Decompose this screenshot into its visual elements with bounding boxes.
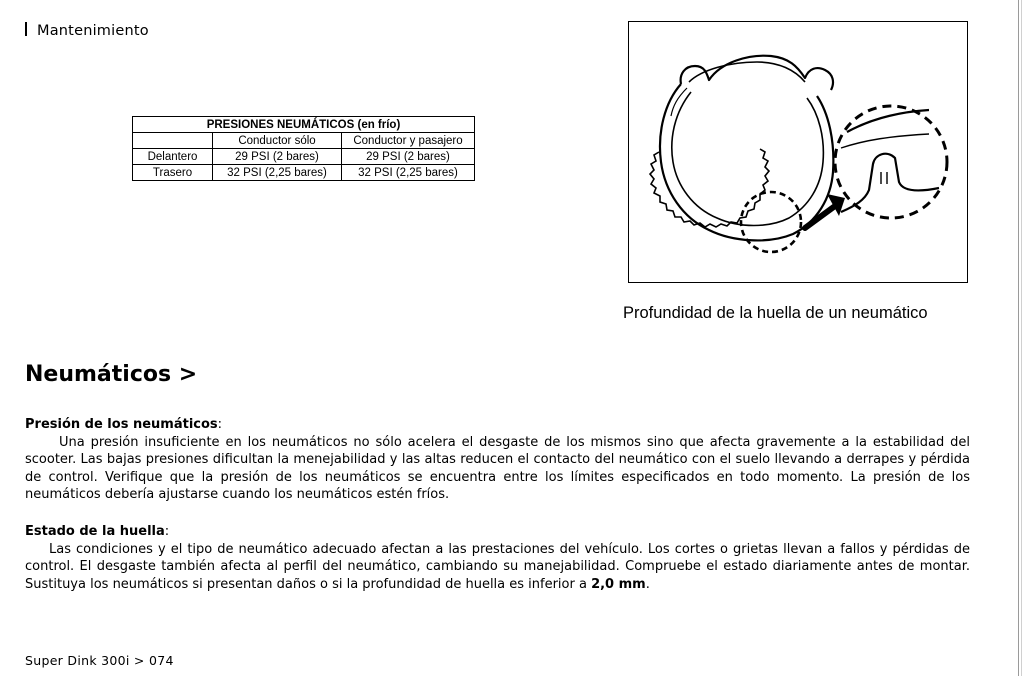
tire-illustration <box>629 22 967 281</box>
table-title-row <box>133 117 475 133</box>
row-label: Trasero <box>133 165 213 181</box>
pressure-body: Una presión insuficiente en los neumáticos no sólo acelera el desgaste de los mismos sino que afecta gravemente a la estabilidad del scooter. Las bajas presiones dificultan la menejabilidad y las altas reducen el contacto del neumático con el suelo llevando a derrapes y pérdida de control. Verifique que la presión de los neumáticos se encuentra entre los límites especificados en todo momento. La presión de los neumáticos debería ajustarse cuando los neumáticos estén fríos. <box>25 434 970 502</box>
page-title: Neumáticos > <box>25 362 198 387</box>
zoom-circle-detail <box>835 106 947 218</box>
pressure-table <box>132 116 475 181</box>
tread-body-end: . <box>645 576 650 592</box>
table-cell: 29 PSI (2 bares) <box>342 149 475 165</box>
tread-heading: Estado de la huella <box>25 524 165 539</box>
section-marker <box>25 22 27 36</box>
row-label: Delantero <box>133 149 213 165</box>
section-header <box>25 22 149 39</box>
tread-body <box>25 541 970 594</box>
column-header <box>133 133 213 149</box>
tread-section <box>25 523 970 593</box>
min-depth-value: 2,0 mm <box>591 576 646 592</box>
heading-colon: : <box>164 524 170 539</box>
column-header: Conductor sólo <box>213 133 342 149</box>
page-edge-line-outer <box>1021 0 1022 676</box>
page-footer: Super Dink 300i > 074 <box>25 653 174 668</box>
pressure-section <box>25 416 970 504</box>
tread-detail <box>841 110 939 212</box>
section-heading-line <box>25 416 970 434</box>
tire-figure <box>628 21 968 283</box>
table-cell: 29 PSI (2 bares) <box>213 149 342 165</box>
column-header: Conductor y pasajero <box>342 133 475 149</box>
table-cell: 32 PSI (2,25 bares) <box>213 165 342 181</box>
table-cell: 32 PSI (2,25 bares) <box>342 165 475 181</box>
table-title: PRESIONES NEUMÁTICOS (en frío) <box>133 117 475 133</box>
section-heading-line <box>25 523 970 541</box>
heading-colon: : <box>217 417 223 432</box>
tread-body-text: Las condiciones y el tipo de neumático adecuado afectan a las prestaciones del vehículo. Los cortes o grietas llevan a fallos y pérdidas de control. El desgaste también afecta al perfil del neumático, cambiando su manejabilidad. Compruebe el estado diariamente antes de montar. Sustituya los neumáticos si presentan daños o si la profundidad de huella es inferior a <box>25 541 970 592</box>
pressure-heading: Presión de los neumáticos <box>25 417 218 432</box>
section-title: Mantenimiento <box>37 23 149 39</box>
table-row <box>133 149 475 165</box>
table-header-row <box>133 133 475 149</box>
table-row <box>133 165 475 181</box>
figure-caption: Profundidad de la huella de un neumático <box>623 304 928 322</box>
page-edge-line <box>1018 0 1019 676</box>
zoom-circle-small <box>741 192 801 252</box>
